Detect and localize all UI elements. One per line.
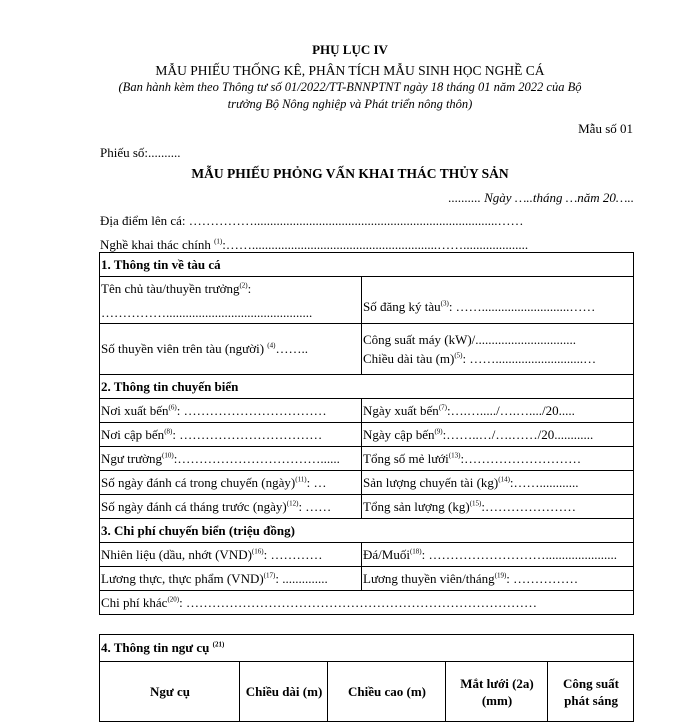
fishing-days-dots: : …	[306, 474, 327, 490]
registration-dots: : ……...........................……	[448, 299, 596, 314]
form-number: Mẫu số 01	[578, 121, 633, 136]
departure-port-dots: : ……………………………	[176, 402, 327, 418]
footnote-ref: (10)	[162, 451, 174, 460]
arrival-date-label: Ngày cập bến	[363, 426, 435, 442]
food-cost-label: Lương thực, thực phẩm (VND)	[101, 570, 264, 586]
footnote-ref: (18)	[409, 547, 422, 556]
footnote-ref: (14)	[498, 475, 510, 484]
total-catch-label: Tổng sản lượng (kg)	[363, 498, 470, 514]
ice-salt-cost-field	[362, 543, 634, 567]
ticket-number: Phiếu số:..........	[100, 145, 181, 160]
fuel-cost-label: Nhiên liệu (dầu, nhớt (VND)	[101, 546, 252, 562]
footnote-ref: (15)	[469, 499, 482, 508]
footnote-ref: (20)	[167, 595, 180, 604]
total-catch-dots: :…………………	[481, 498, 577, 514]
arrival-date-field	[362, 423, 634, 447]
total-hauls-label: Tổng số mẻ lưới	[363, 450, 449, 466]
footnote-ref: (16)	[251, 547, 264, 556]
prev-month-days-field	[100, 495, 362, 519]
fuel-cost-dots: : …………	[263, 546, 323, 562]
fishing-ground-dots: :……………………………......	[173, 450, 340, 466]
col-header-length: Chiều dài (m)	[240, 662, 328, 722]
footnote-ref: (21)	[212, 640, 225, 649]
col-header-gear: Ngư cụ	[100, 662, 240, 722]
engine-length-field	[362, 324, 634, 375]
footnote-ref: (4)	[267, 341, 276, 350]
col-header-height: Chiều cao (m)	[328, 662, 446, 722]
other-cost-field	[100, 591, 634, 615]
section3-heading: 3. Chi phí chuyến biển (triệu đồng)	[100, 519, 634, 543]
section1-heading: 1. Thông tin về tàu cá	[100, 253, 634, 277]
owner-dots: :	[247, 281, 252, 296]
fishing-days-label: Số ngày đánh cá trong chuyến (ngày)	[101, 474, 296, 490]
owner-line2: …………….............................................	[101, 305, 313, 320]
trip-catch-label: Sản lượng chuyến tài (kg)	[363, 474, 499, 490]
crew-wage-dots: : ……………	[506, 570, 579, 586]
col-header-mesh	[446, 662, 548, 722]
document-subtitle-2: trưởng Bộ Nông nghiệp và Phát triển nông thôn)	[227, 97, 473, 111]
food-cost-field	[100, 567, 362, 591]
food-cost-dots: : ..............	[275, 570, 328, 586]
trip-catch-field	[362, 471, 634, 495]
crew-wage-field	[362, 567, 634, 591]
form-title: MẪU PHIẾU PHỎNG VẤN KHAI THÁC THỦY SẢN	[191, 166, 509, 181]
arrival-port-label: Nơi cập bến	[101, 426, 165, 442]
registration-field	[362, 277, 634, 324]
total-hauls-dots: :………………………	[460, 450, 582, 466]
departure-port-label: Nơi xuất bến	[101, 402, 169, 418]
departure-date-label: Ngày xuất bến	[363, 402, 439, 418]
footnote-ref: (8)	[164, 427, 173, 436]
col-header-mesh-line1: Mắt lưới (2a)	[460, 675, 534, 691]
section2-heading: 2. Thông tin chuyến biển	[100, 375, 634, 399]
ice-salt-cost-dots: : ………………………......................	[421, 546, 617, 562]
length-dots: : ……...........................…	[462, 350, 597, 366]
footnote-ref: (13)	[448, 451, 461, 460]
document-subtitle-1: (Ban hành kèm theo Thông tư số 01/2022/TT-BNNPTNT ngày 18 tháng 01 năm 2022 của Bộ	[118, 80, 582, 94]
total-catch-field	[362, 495, 634, 519]
col-header-power-line1: Công suất	[563, 675, 620, 691]
footnote-ref: (1)	[214, 237, 223, 246]
footnote-ref: (11)	[295, 475, 307, 484]
footnote-ref: (17)	[263, 571, 276, 580]
length-label: Chiều dài tàu (m)	[363, 350, 455, 366]
fishing-ground-label: Ngư trường	[101, 450, 163, 466]
footnote-ref: (6)	[168, 403, 177, 412]
footnote-ref: (9)	[434, 427, 443, 436]
gear-table	[99, 634, 634, 722]
col-header-light-power	[548, 662, 634, 722]
other-cost-dots: : ………………………………………………………………………	[179, 594, 537, 610]
crew-dots: ……..	[275, 341, 308, 356]
appendix-title: PHỤ LỤC IV	[312, 42, 388, 57]
departure-date-dots: :….…...../….…..../20.....	[446, 402, 575, 418]
arrival-port-dots: : ……………………………	[172, 426, 323, 442]
prev-month-days-dots: : ……	[298, 498, 332, 514]
owner-field	[100, 277, 362, 324]
footnote-ref: (12)	[286, 499, 299, 508]
fishing-gear-field	[100, 237, 528, 253]
crew-field	[100, 324, 362, 375]
fuel-cost-field	[100, 543, 362, 567]
footnote-ref: (2)	[239, 281, 248, 290]
arrival-date-dots: :……..…/….……/20............	[442, 426, 594, 442]
departure-date-field	[362, 399, 634, 423]
departure-port-field	[100, 399, 362, 423]
fishing-ground-field	[100, 447, 362, 471]
survey-form-table	[99, 252, 634, 615]
fishing-gear-dots: :…….........................................................……....................	[222, 237, 529, 252]
crew-label: Số thuyền viên trên tàu (người)	[101, 341, 268, 356]
arrival-port-field	[100, 423, 362, 447]
landing-place-field: Địa điểm lên cá: ……………...........................................................................……	[100, 213, 524, 228]
footnote-ref: (7)	[438, 403, 447, 412]
footnote-ref: (19)	[494, 571, 507, 580]
crew-wage-label: Lương thuyền viên/tháng	[363, 570, 495, 586]
footnote-ref: (5)	[454, 351, 463, 360]
section4-heading-text: 4. Thông tin ngư cụ	[101, 640, 213, 655]
prev-month-days-label: Số ngày đánh cá tháng trước (ngày)	[101, 498, 287, 514]
trip-catch-dots: :……............	[509, 474, 579, 490]
form-date: .......... Ngày …..tháng …năm 20…..	[448, 190, 634, 205]
registration-label: Số đăng ký tàu	[363, 299, 441, 314]
total-hauls-field	[362, 447, 634, 471]
fishing-gear-label: Nghề khai thác chính	[100, 237, 215, 252]
document-title: MẪU PHIẾU THỐNG KÊ, PHÂN TÍCH MẪU SINH HỌC NGHỀ CÁ	[155, 63, 545, 78]
col-header-mesh-line2: (mm)	[481, 692, 513, 708]
section4-heading	[100, 635, 634, 662]
other-cost-label: Chi phí khác	[101, 594, 168, 610]
fishing-days-field	[100, 471, 362, 495]
footnote-ref: (3)	[440, 299, 449, 308]
engine-power: Công suất máy (kW)/...............................	[363, 331, 577, 347]
col-header-power-line2: phát sáng	[564, 692, 618, 708]
ice-salt-cost-label: Đá/Muối	[363, 546, 410, 562]
owner-label: Tên chủ tàu/thuyền trưởng	[101, 281, 240, 296]
